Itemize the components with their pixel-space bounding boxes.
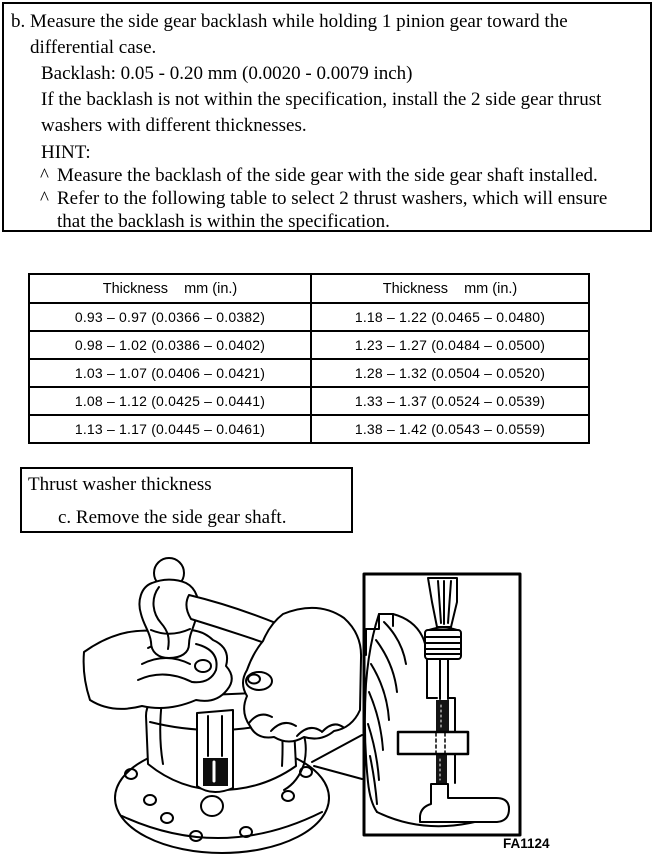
- instruction-line: differential case.: [30, 37, 157, 58]
- table-row: [29, 303, 589, 331]
- table-cell: 1.33 – 1.37 (0.0524 – 0.0539): [311, 387, 589, 415]
- instruction-line: washers with different thicknesses.: [41, 115, 307, 136]
- detail-box: [364, 574, 520, 835]
- instruction-box: [2, 2, 652, 232]
- instruction-line: If the backlash is not within the specification, install the 2 side gear thrust: [41, 89, 602, 110]
- figure-illustration: [0, 550, 656, 858]
- shaft-in-bore-lower: [436, 755, 447, 784]
- case-wall-band: [398, 732, 468, 754]
- table-row: [29, 387, 589, 415]
- zoom-wedge-lines: [312, 735, 362, 779]
- table-cell: 1.38 – 1.42 (0.0543 – 0.0559): [311, 415, 589, 443]
- spec-line: Backlash: 0.05 - 0.20 mm (0.0020 - 0.0079 inch): [41, 63, 413, 84]
- thrust-washer-table: [28, 273, 590, 444]
- table-header-row: [29, 274, 589, 303]
- caption-box: [20, 467, 353, 533]
- hammer-punch-figure: [0, 550, 656, 858]
- shaft-in-bore: [436, 700, 449, 733]
- table-cell: 0.93 – 0.97 (0.0366 – 0.0382): [29, 303, 311, 331]
- table-cell: 1.08 – 1.12 (0.0425 – 0.0441): [29, 387, 311, 415]
- hint-item-continuation: that the backlash is within the specification.: [57, 211, 390, 232]
- instruction-line: b. Measure the side gear backlash while holding 1 pinion gear toward the: [11, 11, 568, 32]
- hint-item: [11, 164, 642, 187]
- hint-bullet-marker: ^: [40, 188, 49, 209]
- hint-bullet-marker: ^: [40, 165, 49, 186]
- table-cell: 1.03 – 1.07 (0.0406 – 0.0421): [29, 359, 311, 387]
- hint-title: HINT:: [41, 142, 91, 163]
- caption-title: Thrust washer thickness: [28, 474, 212, 495]
- table-cell: 1.18 – 1.22 (0.0465 – 0.0480): [311, 303, 589, 331]
- table-cell: 0.98 – 1.02 (0.0386 – 0.0402): [29, 331, 311, 359]
- table-cell: 1.23 – 1.27 (0.0484 – 0.0500): [311, 331, 589, 359]
- table-row: [29, 331, 589, 359]
- hint-item: [11, 187, 642, 210]
- table-cell: 1.13 – 1.17 (0.0445 – 0.0461): [29, 415, 311, 443]
- table-row: [29, 359, 589, 387]
- hint-item-text: Refer to the following table to select 2 thrust washers, which will ensure: [57, 188, 608, 209]
- figure-code-label: FA1124: [503, 836, 550, 851]
- hint-block: [11, 141, 642, 233]
- table-header-cell: Thickness mm (in.): [311, 274, 589, 303]
- step-c-text: c. Remove the side gear shaft.: [58, 507, 287, 528]
- hint-item-text: Measure the backlash of the side gear with the side gear shaft installed.: [57, 165, 598, 186]
- table-row: [29, 415, 589, 443]
- table-header-cell: Thickness mm (in.): [29, 274, 311, 303]
- table-cell: 1.28 – 1.32 (0.0504 – 0.0520): [311, 359, 589, 387]
